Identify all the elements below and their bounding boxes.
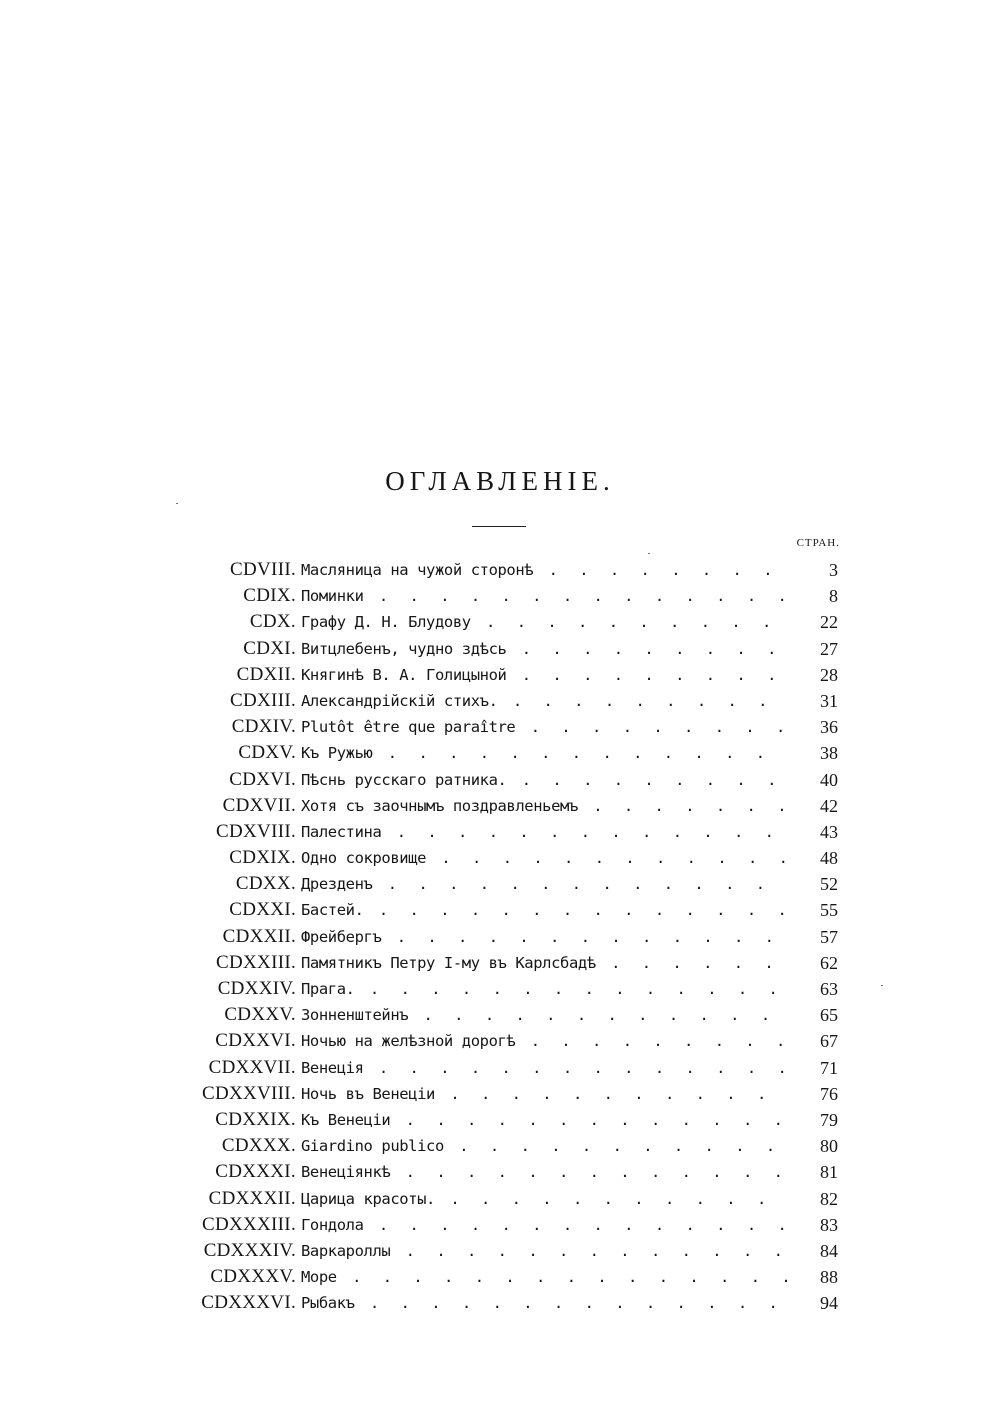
toc-entry xyxy=(0,793,1000,819)
entry-number: CDXXIX. xyxy=(215,1108,296,1130)
entry-page: 71 xyxy=(798,1055,838,1081)
entry-title: Giardino publico . . . xyxy=(301,1133,789,1159)
entry-number: CDXXXI. xyxy=(215,1161,296,1183)
entry-page: 55 xyxy=(798,897,838,923)
entry-title: Рыбакъ . . . xyxy=(301,1290,789,1316)
toc-entry xyxy=(0,609,1000,635)
entry-page: 52 xyxy=(798,871,838,897)
entry-number: CDXVI. xyxy=(229,768,296,790)
entry-page: 81 xyxy=(798,1159,838,1185)
entry-page: 27 xyxy=(798,636,838,662)
entry-number: CDXXIV. xyxy=(217,978,296,999)
entry-page: 88 xyxy=(798,1264,838,1290)
entry-number: CDXVII. xyxy=(222,794,296,816)
entry-title: Хотя съ заочнымъ поздравленьемъ . . . xyxy=(301,793,789,819)
entry-number: CDXXII. xyxy=(222,925,296,947)
entry-page: 62 xyxy=(798,950,838,976)
entry-number: CDXXVII. xyxy=(208,1056,296,1078)
entry-number: CDXIV. xyxy=(231,716,296,738)
entry-title: Къ Венеціи . . . xyxy=(301,1107,789,1133)
toc-entry xyxy=(0,1107,1000,1133)
entry-title: Поминки . . . xyxy=(301,583,789,609)
entry-number: CDXXI. xyxy=(229,899,296,921)
toc-entry xyxy=(0,714,1000,740)
entry-title: Къ Ружью . . . xyxy=(301,740,789,766)
entry-title: Одно сокровище . . . xyxy=(301,845,789,871)
entry-title: Море . . . xyxy=(301,1264,789,1290)
entry-title: Ночь въ Венеціи . . . xyxy=(301,1081,789,1107)
toc-entry xyxy=(0,1081,1000,1107)
entry-number: CDXI. xyxy=(243,637,296,659)
entry-number: CDXXXII. xyxy=(208,1187,296,1209)
entry-page: 22 xyxy=(798,609,838,635)
entry-title: Фрейбергъ . . . xyxy=(301,924,789,950)
entry-title: Гондола . . . xyxy=(301,1212,789,1238)
entry-page: 48 xyxy=(798,845,838,871)
entry-page: 76 xyxy=(798,1081,838,1107)
toc-entry xyxy=(0,688,1000,714)
entry-page: 42 xyxy=(798,793,838,819)
entry-number: CDXVIII. xyxy=(216,820,296,842)
entry-page: 67 xyxy=(798,1028,838,1054)
entry-page: 28 xyxy=(798,662,838,688)
entry-title: Венеціянкѣ . . . xyxy=(301,1159,789,1185)
toc-entry xyxy=(0,1212,1000,1238)
toc-entry xyxy=(0,1133,1000,1159)
entry-title: Plutôt être que paraître . . . xyxy=(301,714,789,740)
entry-page: 8 xyxy=(798,583,838,609)
entry-page: 31 xyxy=(798,688,838,714)
entry-page: 83 xyxy=(798,1212,838,1238)
entry-title: Александрійскій стихъ. . . . xyxy=(301,688,789,714)
entry-page: 63 xyxy=(798,976,838,1002)
toc-entry xyxy=(0,819,1000,845)
entry-title: Бастей. . . . xyxy=(301,897,789,923)
entry-title: Прага. . . . xyxy=(301,976,789,1002)
entry-title: Масляница на чужой сторонѣ . . . xyxy=(301,557,789,583)
entry-number: CDXXVIII. xyxy=(202,1082,296,1104)
toc-entry xyxy=(0,1238,1000,1264)
toc-entry xyxy=(0,767,1000,793)
title-rule xyxy=(472,526,526,527)
toc-entry xyxy=(0,1290,1000,1316)
toc-entry xyxy=(0,740,1000,766)
entry-number: CDXIII. xyxy=(230,689,296,711)
toc-entry xyxy=(0,662,1000,688)
entry-page: 65 xyxy=(798,1002,838,1028)
entry-number: CDXXXIV. xyxy=(203,1239,296,1261)
entry-title: Дрезденъ . . . xyxy=(301,871,789,897)
toc-entry xyxy=(0,871,1000,897)
toc-entry xyxy=(0,557,1000,583)
entry-title: Пѣснь русскаго ратника. . . . xyxy=(301,767,789,793)
toc-entry xyxy=(0,1159,1000,1185)
toc-entry xyxy=(0,1002,1000,1028)
entry-page: 82 xyxy=(798,1186,838,1212)
entry-number: CDIX. xyxy=(243,585,296,607)
scan-speck xyxy=(648,553,650,554)
entry-page: 3 xyxy=(798,557,838,583)
toc-entry xyxy=(0,636,1000,662)
entry-number: CDXV. xyxy=(238,742,296,764)
entry-number: CDXXXV. xyxy=(210,1266,296,1288)
page-column-header: СТРАН. xyxy=(796,537,840,549)
entry-title: Витцлебенъ, чудно здѣсь . . . xyxy=(301,636,789,662)
scan-speck xyxy=(881,985,883,986)
page-title: ОГЛАВЛЕНІЕ. xyxy=(385,466,615,496)
toc-entry xyxy=(0,897,1000,923)
entry-page: 40 xyxy=(798,767,838,793)
entry-title: Графу Д. Н. Блудову . . . xyxy=(301,609,789,635)
toc-entry xyxy=(0,976,1000,1002)
toc-entry xyxy=(0,1055,1000,1081)
toc-entry xyxy=(0,924,1000,950)
toc-entry xyxy=(0,583,1000,609)
entry-number: CDVIII. xyxy=(230,559,296,580)
entry-title: Варкароллы . . . xyxy=(301,1238,789,1264)
entry-title: Памятникъ Петру I-му въ Карлсбадѣ . . . xyxy=(301,950,789,976)
entry-title: Палестина . . . xyxy=(301,819,789,845)
entry-number: CDXXX. xyxy=(221,1135,296,1157)
entry-page: 36 xyxy=(798,714,838,740)
entry-page: 57 xyxy=(798,924,838,950)
entry-page: 94 xyxy=(798,1290,838,1316)
toc-entry xyxy=(0,1186,1000,1212)
entry-title: Княгинѣ В. А. Голицыной . . . xyxy=(301,662,789,688)
entry-title: Венеція . . . xyxy=(301,1055,789,1081)
entry-number: CDXXIII. xyxy=(216,951,296,973)
entry-title: Ночью на желѣзной дорогѣ . . . xyxy=(301,1028,789,1054)
scan-speck xyxy=(176,503,178,504)
entry-number: CDXXXVI. xyxy=(201,1292,296,1314)
entry-page: 38 xyxy=(798,740,838,766)
entry-number: CDX. xyxy=(249,611,296,633)
toc-entry xyxy=(0,845,1000,871)
entry-page: 43 xyxy=(798,819,838,845)
toc-entry xyxy=(0,1264,1000,1290)
entry-page: 80 xyxy=(798,1133,838,1159)
entry-title: Зонненштейнъ . . . xyxy=(301,1002,789,1028)
entry-title: Царица красоты. . . . xyxy=(301,1186,789,1212)
entry-number: CDXIX. xyxy=(229,847,296,869)
table-of-contents xyxy=(0,557,1000,1316)
toc-entry xyxy=(0,950,1000,976)
entry-number: CDXX. xyxy=(235,873,296,895)
entry-number: CDXII. xyxy=(236,663,296,685)
entry-page: 84 xyxy=(798,1238,838,1264)
entry-number: CDXXVI. xyxy=(215,1030,296,1052)
toc-entry xyxy=(0,1028,1000,1054)
entry-number: CDXXV. xyxy=(224,1004,296,1026)
entry-page: 79 xyxy=(798,1107,838,1133)
entry-number: CDXXXIII. xyxy=(202,1213,296,1235)
